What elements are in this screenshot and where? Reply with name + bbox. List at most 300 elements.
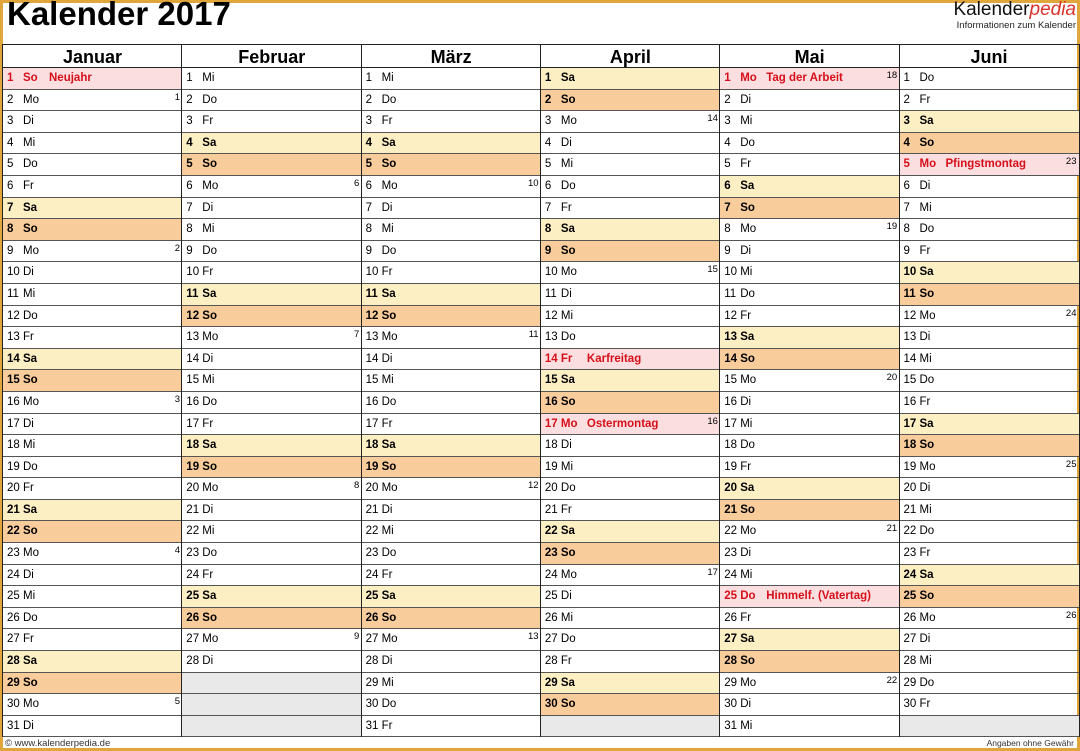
day-number: 11: [724, 287, 737, 300]
weekday: So: [740, 201, 755, 214]
day-row: [541, 306, 720, 328]
day-number: 29: [7, 676, 20, 689]
day-row: [182, 565, 361, 587]
day-row: [182, 262, 361, 284]
week-number: 16: [707, 415, 718, 427]
weekday: Fr: [381, 568, 393, 581]
weekday: Mi: [740, 115, 753, 128]
month-header: Juni: [900, 44, 1079, 68]
day-number: 20: [186, 482, 200, 495]
day-number: 10: [365, 266, 379, 279]
day-number: 2: [186, 93, 193, 106]
day-row: [362, 111, 541, 133]
day-number: 17: [7, 417, 20, 430]
day-row: [362, 478, 541, 500]
day-number: 1: [544, 72, 552, 84]
weekday: Sa: [381, 287, 396, 300]
day-number: 19: [903, 460, 917, 473]
day-row: [182, 370, 361, 392]
day-number: 11: [903, 287, 916, 300]
month-column-2: [361, 44, 541, 737]
weekday: Sa: [23, 201, 38, 214]
day-row: [3, 111, 182, 133]
day-number: 9: [186, 244, 193, 257]
day-row: [3, 219, 182, 241]
weekday: Di: [560, 590, 572, 603]
weekday: Fr: [381, 115, 393, 128]
day-row: [720, 327, 899, 349]
weekday: Mo: [740, 676, 757, 689]
day-row: [900, 586, 1079, 608]
day-number: 24: [544, 568, 558, 581]
day-row: [3, 478, 182, 500]
weekday: Do: [560, 633, 576, 646]
weekday: Mo: [23, 395, 39, 408]
day-number: 8: [365, 223, 372, 236]
day-number: 6: [7, 179, 14, 192]
day-number: 10: [186, 266, 200, 279]
weekday: Sa: [202, 590, 217, 603]
day-number: 21: [365, 503, 379, 516]
day-number: 25: [724, 590, 737, 603]
day-number: 3: [186, 115, 193, 128]
weekday: Sa: [919, 266, 934, 279]
day-number: 22: [903, 525, 917, 538]
day-number: 27: [724, 633, 737, 646]
weekday: Do: [381, 547, 397, 560]
weekday: So: [560, 244, 576, 257]
weekday: Mi: [381, 374, 394, 387]
day-row: [720, 154, 899, 176]
holiday-name: Ostermontag: [586, 417, 659, 430]
day-number: 15: [365, 374, 379, 387]
day-number: 12: [365, 309, 379, 322]
day-number: 18: [544, 439, 558, 452]
day-number: 27: [7, 633, 20, 646]
month-header: März: [362, 44, 541, 68]
weekday: Do: [740, 287, 755, 300]
weekday: Mo: [381, 331, 398, 344]
day-number: 18: [186, 439, 200, 452]
week-number: 5: [174, 696, 180, 708]
day-row: [362, 370, 541, 392]
day-row: [720, 176, 899, 198]
day-number: 28: [724, 655, 737, 668]
day-row: [541, 111, 720, 133]
day-number: 20: [724, 482, 737, 495]
weekday: So: [381, 460, 397, 473]
day-number: 10: [544, 266, 558, 279]
weekday: Fr: [202, 115, 214, 128]
day-row: [362, 457, 541, 479]
day-row: [362, 349, 541, 371]
day-number: 12: [544, 309, 558, 322]
day-number: 4: [365, 136, 372, 149]
weekday: Do: [919, 223, 935, 236]
weekday: Sa: [919, 568, 934, 581]
weekday: Di: [740, 698, 752, 711]
weekday: Fr: [919, 244, 931, 257]
week-number: 13: [528, 631, 539, 643]
day-number: 21: [186, 503, 200, 516]
day-row: [541, 673, 720, 695]
day-number: 22: [7, 525, 20, 538]
weekday: So: [560, 547, 576, 560]
day-number: 24: [7, 568, 20, 581]
day-number: 9: [903, 244, 910, 257]
empty-day-cell: [182, 694, 361, 716]
day-row: [720, 262, 899, 284]
day-number: 26: [7, 611, 20, 624]
day-row: [182, 629, 361, 651]
day-row: [720, 716, 899, 738]
weekday: Mo: [740, 525, 757, 538]
week-number: 8: [354, 480, 360, 492]
holiday-name: Neujahr: [49, 72, 92, 84]
weekday: Fr: [560, 201, 572, 214]
week-number: 17: [707, 566, 718, 578]
weekday: So: [381, 611, 397, 624]
weekday: Do: [740, 136, 755, 149]
day-row: [362, 543, 541, 565]
day-number: 19: [186, 460, 200, 473]
day-row: [541, 349, 720, 371]
day-row: [362, 241, 541, 263]
day-number: 23: [365, 547, 379, 560]
day-number: 12: [7, 309, 20, 322]
day-number: 18: [903, 439, 917, 452]
weekday: Fr: [919, 395, 931, 408]
day-number: 16: [724, 395, 737, 408]
day-number: 3: [7, 115, 14, 128]
day-row: [3, 370, 182, 392]
day-number: 24: [365, 568, 379, 581]
day-number: 11: [186, 287, 199, 300]
day-row: [3, 716, 182, 738]
day-row: [900, 370, 1079, 392]
footer-copyright: © www.kalenderpedia.de: [5, 738, 111, 749]
day-number: 23: [7, 547, 20, 560]
day-number: 14: [365, 352, 379, 365]
day-row: [362, 133, 541, 155]
day-number: 30: [544, 698, 558, 711]
day-number: 1: [7, 72, 14, 84]
day-row: [541, 176, 720, 198]
day-row: [541, 565, 720, 587]
day-number: 7: [365, 201, 372, 214]
month-column-4: [719, 44, 899, 737]
day-number: 27: [365, 633, 379, 646]
day-row: [720, 478, 899, 500]
day-number: 3: [903, 115, 910, 128]
day-row: [3, 392, 182, 414]
day-number: 26: [903, 611, 917, 624]
weekday: So: [202, 158, 217, 171]
day-row: [900, 478, 1079, 500]
day-row: [362, 716, 541, 738]
weekday: Mi: [23, 590, 36, 603]
weekday: Mi: [202, 72, 215, 84]
day-row: [362, 673, 541, 695]
brand-name: [953, 0, 1076, 20]
day-number: 17: [186, 417, 200, 430]
weekday: Sa: [560, 72, 575, 84]
day-number: 13: [903, 331, 917, 344]
day-row: [541, 521, 720, 543]
day-row: [541, 543, 720, 565]
weekday: Di: [202, 201, 214, 214]
day-row: [3, 629, 182, 651]
empty-day-cell: [900, 716, 1079, 738]
day-number: 15: [7, 374, 20, 387]
day-number: 30: [724, 698, 737, 711]
month-column-1: [181, 44, 361, 737]
week-number: 3: [174, 393, 180, 405]
day-number: 23: [186, 547, 200, 560]
day-number: 13: [724, 331, 737, 344]
day-row: [3, 521, 182, 543]
weekday: Mi: [919, 503, 932, 516]
weekday: Mo: [560, 417, 578, 430]
day-row: [900, 284, 1079, 306]
day-row: [541, 68, 720, 90]
day-row: [3, 457, 182, 479]
day-number: 16: [7, 395, 20, 408]
weekday: So: [740, 655, 755, 668]
day-number: 3: [724, 115, 731, 128]
day-number: 21: [724, 503, 737, 516]
day-number: 26: [544, 611, 558, 624]
weekday: Di: [740, 395, 752, 408]
day-number: 28: [544, 655, 558, 668]
weekday: So: [202, 611, 217, 624]
weekday: Mi: [202, 525, 215, 538]
weekday: Mi: [740, 719, 753, 732]
day-number: 22: [724, 525, 737, 538]
holiday-name: Karfreitag: [586, 352, 642, 365]
day-number: 28: [365, 655, 379, 668]
weekday: So: [919, 590, 935, 603]
day-row: [362, 306, 541, 328]
day-number: 5: [903, 158, 910, 171]
weekday: Do: [202, 395, 217, 408]
day-number: 26: [724, 611, 737, 624]
day-row: [900, 198, 1079, 220]
day-row: [3, 90, 182, 112]
day-number: 23: [903, 547, 917, 560]
day-row: [900, 629, 1079, 651]
month-column-5: [899, 44, 1080, 737]
day-row: [720, 198, 899, 220]
day-number: 20: [365, 482, 379, 495]
week-number: 21: [886, 523, 898, 535]
day-row: [541, 154, 720, 176]
day-row: [3, 673, 182, 695]
day-row: [720, 241, 899, 263]
day-row: [720, 133, 899, 155]
weekday: Mo: [560, 266, 577, 279]
day-row: [3, 694, 182, 716]
day-number: 5: [544, 158, 552, 171]
day-number: 20: [903, 482, 917, 495]
day-number: 2: [903, 93, 910, 106]
day-row: [3, 543, 182, 565]
day-row: [362, 521, 541, 543]
day-row: [900, 111, 1079, 133]
day-row: [541, 500, 720, 522]
week-number: 2: [174, 242, 180, 254]
weekday: Di: [919, 633, 931, 646]
day-row: [720, 68, 899, 90]
day-number: 14: [544, 352, 558, 365]
day-row: [900, 565, 1079, 587]
week-number: 23: [1065, 156, 1077, 168]
day-number: 31: [724, 719, 737, 732]
weekday: Sa: [740, 482, 755, 495]
weekday: So: [23, 72, 38, 84]
weekday: Fr: [23, 633, 34, 646]
day-number: 5: [724, 158, 731, 171]
day-row: [362, 176, 541, 198]
weekday: Mo: [740, 374, 757, 387]
weekday: Mo: [202, 633, 219, 646]
day-number: 9: [724, 244, 731, 257]
weekday: Fr: [740, 611, 752, 624]
day-number: 16: [903, 395, 917, 408]
weekday: Mi: [740, 417, 753, 430]
weekday: Fr: [740, 158, 752, 171]
day-number: 19: [724, 460, 737, 473]
brand-name-part-a: Kalender: [953, 0, 1030, 20]
day-row: [3, 241, 182, 263]
weekday: Mi: [202, 374, 215, 387]
weekday: Mi: [560, 611, 574, 624]
weekday: Sa: [919, 417, 934, 430]
day-number: 11: [544, 287, 557, 300]
day-number: 19: [544, 460, 558, 473]
day-row: [541, 392, 720, 414]
day-number: 28: [186, 655, 200, 668]
holiday-name: Pfingstmontag: [945, 158, 1026, 171]
weekday: Fr: [23, 331, 34, 344]
day-row: [182, 306, 361, 328]
weekday: Do: [381, 395, 397, 408]
weekday: Do: [202, 244, 217, 257]
weekday: So: [740, 352, 755, 365]
week-number: 18: [886, 70, 898, 81]
day-row: [3, 608, 182, 630]
day-number: 25: [544, 590, 558, 603]
weekday: Do: [381, 93, 397, 106]
day-number: 31: [7, 719, 20, 732]
day-number: 27: [186, 633, 200, 646]
weekday: Mo: [23, 93, 39, 106]
weekday: Sa: [740, 179, 755, 192]
day-number: 26: [365, 611, 379, 624]
day-number: 9: [7, 244, 14, 257]
day-number: 6: [724, 179, 731, 192]
day-number: 5: [7, 158, 14, 171]
day-row: [720, 586, 899, 608]
weekday: Di: [919, 179, 931, 192]
weekday: Di: [381, 503, 393, 516]
day-number: 7: [544, 201, 552, 214]
day-row: [362, 651, 541, 673]
weekday: Mo: [202, 331, 219, 344]
day-row: [541, 219, 720, 241]
day-number: 30: [903, 698, 917, 711]
weekday: Sa: [381, 136, 396, 149]
weekday: Mo: [381, 179, 398, 192]
day-row: [720, 111, 899, 133]
weekday: So: [23, 374, 38, 387]
day-row: [362, 219, 541, 241]
day-number: 12: [186, 309, 200, 322]
day-row: [720, 457, 899, 479]
day-number: 27: [544, 633, 558, 646]
weekday: Do: [381, 244, 397, 257]
weekday: So: [919, 439, 935, 452]
day-number: 7: [7, 201, 14, 214]
day-number: 22: [186, 525, 200, 538]
day-number: 8: [724, 223, 731, 236]
weekday: Mo: [23, 698, 39, 711]
day-row: [182, 284, 361, 306]
day-row: [900, 435, 1079, 457]
day-number: 4: [544, 136, 552, 149]
weekday: Sa: [23, 655, 38, 668]
day-number: 28: [903, 655, 917, 668]
footer-disclaimer: Angaben ohne Gewähr: [986, 738, 1074, 748]
weekday: Fr: [202, 266, 214, 279]
weekday: Fr: [381, 719, 393, 732]
day-row: [900, 262, 1079, 284]
weekday: Fr: [919, 547, 931, 560]
day-row: [541, 457, 720, 479]
day-row: [900, 133, 1079, 155]
day-number: 9: [365, 244, 372, 257]
day-number: 4: [724, 136, 731, 149]
weekday: Do: [23, 460, 38, 473]
week-number: 14: [707, 113, 718, 125]
day-row: [3, 500, 182, 522]
day-number: 25: [365, 590, 379, 603]
weekday: Di: [560, 439, 572, 452]
day-row: [900, 651, 1079, 673]
day-row: [362, 565, 541, 587]
day-row: [182, 521, 361, 543]
weekday: Di: [560, 136, 572, 149]
weekday: Mi: [919, 352, 932, 365]
day-number: 2: [365, 93, 372, 106]
day-row: [362, 154, 541, 176]
weekday: Do: [560, 179, 576, 192]
weekday: Mi: [381, 525, 394, 538]
day-row: [182, 154, 361, 176]
day-number: 2: [544, 93, 552, 106]
day-number: 14: [724, 352, 737, 365]
day-number: 8: [7, 223, 14, 236]
day-row: [720, 629, 899, 651]
weekday: Sa: [381, 439, 396, 452]
day-number: 8: [903, 223, 910, 236]
day-number: 14: [7, 352, 20, 365]
day-number: 7: [724, 201, 731, 214]
holiday-name: Himmelf. (Vatertag): [766, 590, 871, 603]
day-number: 25: [903, 590, 917, 603]
week-number: 6: [354, 177, 360, 189]
day-number: 24: [903, 568, 917, 581]
